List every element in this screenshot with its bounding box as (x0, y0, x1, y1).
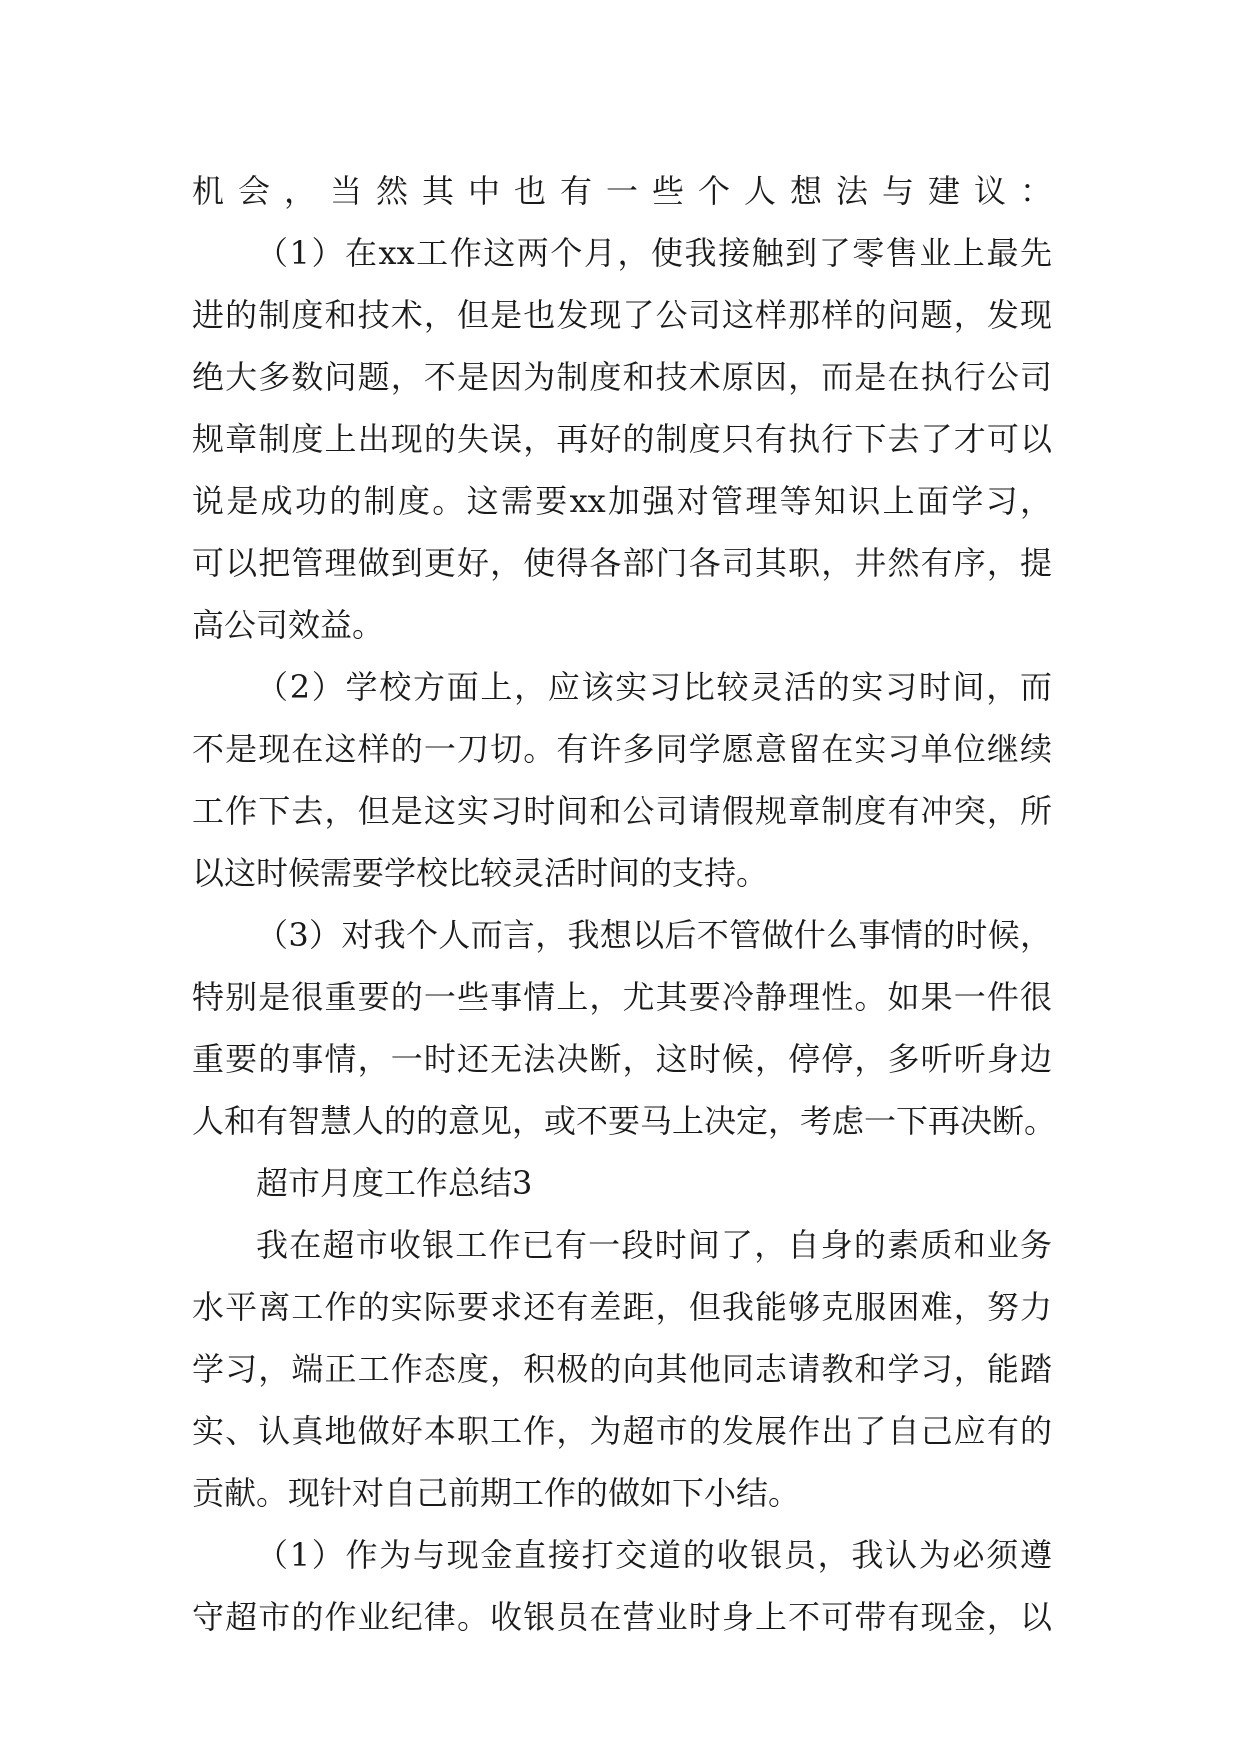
text-line: 绝大多数问题，不是因为制度和技术原因，而是在执行公司 (192, 358, 1052, 396)
text-line: 人和有智慧人的的意见，或不要马上决定，考虑一下再决断。 (192, 1102, 1057, 1140)
text-line: （1）作为与现金直接打交道的收银员，我认为必须遵 (256, 1536, 1052, 1574)
text-line: 守超市的作业纪律。收银员在营业时身上不可带有现金，以 (192, 1598, 1052, 1636)
text-line: 规章制度上出现的失误，再好的制度只有执行下去了才可以 (192, 420, 1052, 458)
text-line: 工作下去，但是这实习时间和公司请假规章制度有冲突，所 (192, 792, 1052, 830)
text-line: 以这时候需要学校比较灵活时间的支持。 (192, 854, 769, 892)
text-line: 贡献。现针对自己前期工作的做如下小结。 (192, 1474, 801, 1512)
text-line: 特别是很重要的一些事情上，尤其要冷静理性。如果一件很 (192, 978, 1052, 1016)
body-text (192, 160, 1057, 1648)
section-heading: 超市月度工作总结3 (256, 1164, 533, 1202)
text-line: 机会，当然其中也有一些个人想法与建议： (192, 172, 1052, 210)
text-line: 高公司效益。 (192, 606, 385, 644)
text-line: 重要的事情，一时还无法决断，这时候，停停，多听听身边 (192, 1040, 1052, 1078)
text-line: 不是现在这样的一刀切。有许多同学愿意留在实习单位继续 (192, 730, 1052, 768)
text-line: （2）学校方面上，应该实习比较灵活的实习时间，而 (256, 668, 1052, 706)
text-line: 学习，端正工作态度，积极的向其他同志请教和学习，能踏 (192, 1350, 1052, 1388)
text-line: （1）在xx工作这两个月，使我接触到了零售业上最先 (256, 234, 1052, 272)
text-line: 我在超市收银工作已有一段时间了，自身的素质和业务 (256, 1226, 1052, 1264)
text-line: 水平离工作的实际要求还有差距，但我能够克服困难，努力 (192, 1288, 1052, 1326)
text-line: （3）对我个人而言，我想以后不管做什么事情的时候， (256, 916, 1052, 954)
text-line: 可以把管理做到更好，使得各部门各司其职，井然有序，提 (192, 544, 1052, 582)
text-line: 说是成功的制度。这需要xx加强对管理等知识上面学习， (192, 482, 1052, 520)
text-line: 实、认真地做好本职工作，为超市的发展作出了自己应有的 (192, 1412, 1052, 1450)
text-line: 进的制度和技术，但是也发现了公司这样那样的问题，发现 (192, 296, 1052, 334)
